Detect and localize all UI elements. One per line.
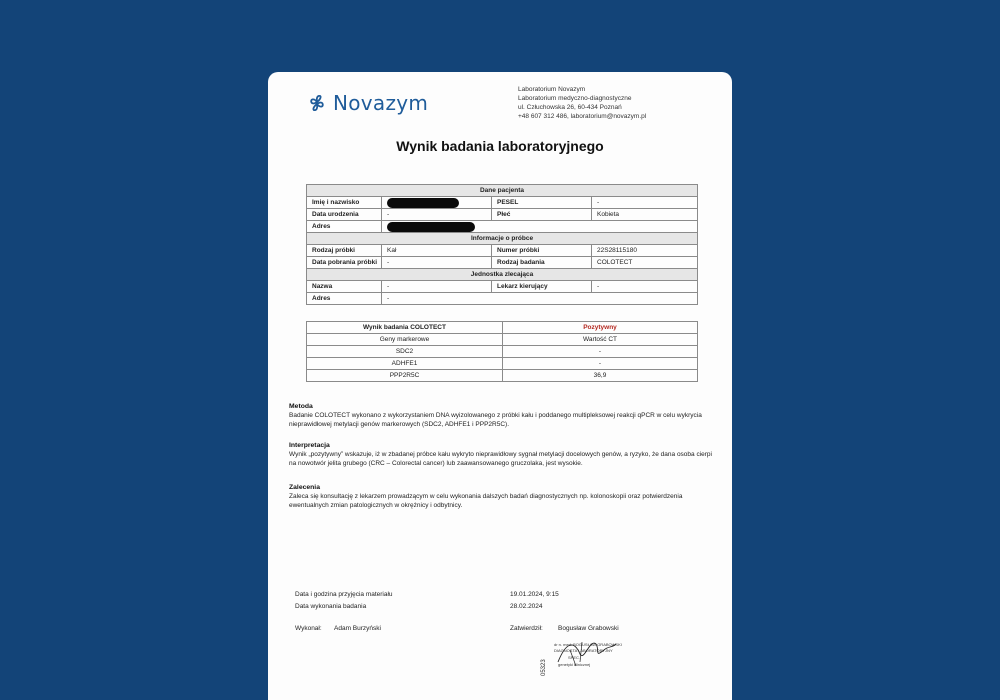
sex-value: Kobieta	[592, 209, 698, 221]
svg-text:DIAGNOSTA LABORATORYJNY: DIAGNOSTA LABORATORYJNY	[554, 648, 613, 653]
ct-value-header: Wartość CT	[503, 334, 698, 346]
svg-text:05323: 05323	[541, 659, 547, 676]
ct-value: 36,9	[503, 370, 698, 382]
svg-text:dr n. med. BOGUSŁAW GRABOWSKI: dr n. med. BOGUSŁAW GRABOWSKI	[554, 642, 622, 647]
section-patient: Dane pacjenta	[307, 185, 698, 197]
lab-contact: +48 607 312 486, laboratorium@novazym.pl	[518, 113, 647, 120]
redaction-bar	[387, 222, 475, 232]
section-referrer: Jednostka zlecająca	[307, 269, 698, 281]
performed-label: Data wykonania badania	[295, 603, 367, 610]
lab-contact-block	[518, 85, 646, 121]
referrer-name-value: -	[382, 281, 492, 293]
sex-label: Płeć	[492, 209, 592, 221]
section-sample: Informacje o próbce	[307, 233, 698, 245]
table-row	[307, 358, 698, 370]
method-section	[289, 402, 719, 429]
sample-number-label: Numer próbki	[492, 245, 592, 257]
interpretation-section	[289, 441, 719, 468]
test-type-value: COLOTECT	[592, 257, 698, 269]
result-status-badge: Pozytywny	[503, 322, 698, 334]
referrer-address-label: Adres	[307, 293, 382, 305]
patient-info-table	[306, 184, 698, 305]
address-label: Adres	[307, 221, 382, 233]
novazym-logo	[305, 91, 428, 115]
referrer-address-value: -	[382, 293, 698, 305]
received-label: Data i godzina przyjęcia materiału	[295, 591, 393, 598]
doctor-label: Lekarz kierujący	[492, 281, 592, 293]
lab-name: Laboratorium Novazym	[518, 86, 586, 93]
recommendations-heading: Zalecenia	[289, 484, 320, 491]
signature-stamp	[538, 632, 628, 682]
dob-value: -	[382, 209, 492, 221]
interpretation-text: Wynik „pozytywny” wskazuje, iż w zbadanej próbce kału wykryto nieprawidłowy sygnał metylacji docelowych genów, a ryzyko, że dana osoba cierpi na nowotwór jelita grubego (CRC – Colorectal cancer) lub zaawansowanego gruczolaka, jest wysokie.	[289, 451, 712, 467]
done-by-label: Wykonał:	[295, 625, 322, 632]
gene-name: PPP2R5C	[307, 370, 503, 382]
address-value	[382, 221, 698, 233]
lab-address: ul. Człuchowska 26, 60-434 Poznań	[518, 104, 622, 111]
sample-type-label: Rodzaj próbki	[307, 245, 382, 257]
sample-date-label: Data pobrania próbki	[307, 257, 382, 269]
approved-label: Zatwierdził:	[510, 625, 543, 632]
method-text: Badanie COLOTECT wykonano z wykorzystaniem DNA wyizolowanego z próbki kału i poddanego multipleksowej reakcji qPCR w celu wykrycia nieprawidłowej metylacji genów markerowych (SDC2, ADHFE1 i PPP2R5C).	[289, 412, 702, 428]
svg-text:SPEC.: SPEC.	[568, 655, 581, 660]
name-value	[382, 197, 492, 209]
interpretation-heading: Interpretacja	[289, 442, 330, 449]
table-row	[307, 370, 698, 382]
pesel-label: PESEL	[492, 197, 592, 209]
recommendations-section	[289, 483, 719, 510]
ct-value: -	[503, 346, 698, 358]
sample-date-value: -	[382, 257, 492, 269]
referrer-name-label: Nazwa	[307, 281, 382, 293]
heart-clover-icon	[305, 91, 329, 115]
page-title: Wynik badania laboratoryjnego	[396, 138, 604, 154]
results-header: Wynik badania COLOTECT	[307, 322, 503, 334]
method-heading: Metoda	[289, 403, 313, 410]
test-type-label: Rodzaj badania	[492, 257, 592, 269]
results-table	[306, 321, 698, 382]
lab-type: Laboratorium medyczno-diagnostyczne	[518, 95, 632, 102]
lab-report-page	[268, 72, 732, 700]
received-value: 19.01.2024, 9:15	[510, 591, 559, 598]
marker-genes-header: Geny markerowe	[307, 334, 503, 346]
doctor-value: -	[592, 281, 698, 293]
logo-text: Novazym	[333, 91, 429, 115]
svg-text:genetyki klinicznej: genetyki klinicznej	[558, 662, 591, 667]
recommendations-text: Zaleca się konsultację z lekarzem prowadzącym w celu wykonania dalszych badań diagnostycznych np. kolonoskopii oraz potwierdzenia ewentualnych zmian patologicznych w okrężnicy i odbytnicy.	[289, 493, 683, 509]
sample-number-value: 22S28115180	[592, 245, 698, 257]
name-label: Imię i nazwisko	[307, 197, 382, 209]
dob-label: Data urodzenia	[307, 209, 382, 221]
sample-type-value: Kał	[382, 245, 492, 257]
table-row	[307, 346, 698, 358]
gene-name: ADHFE1	[307, 358, 503, 370]
done-by-value: Adam Burzyński	[334, 625, 381, 632]
ct-value: -	[503, 358, 698, 370]
performed-value: 28.02.2024	[510, 603, 543, 610]
pesel-value: -	[592, 197, 698, 209]
gene-name: SDC2	[307, 346, 503, 358]
approved-value: Bogusław Grabowski	[558, 625, 619, 632]
redaction-bar	[387, 198, 459, 208]
